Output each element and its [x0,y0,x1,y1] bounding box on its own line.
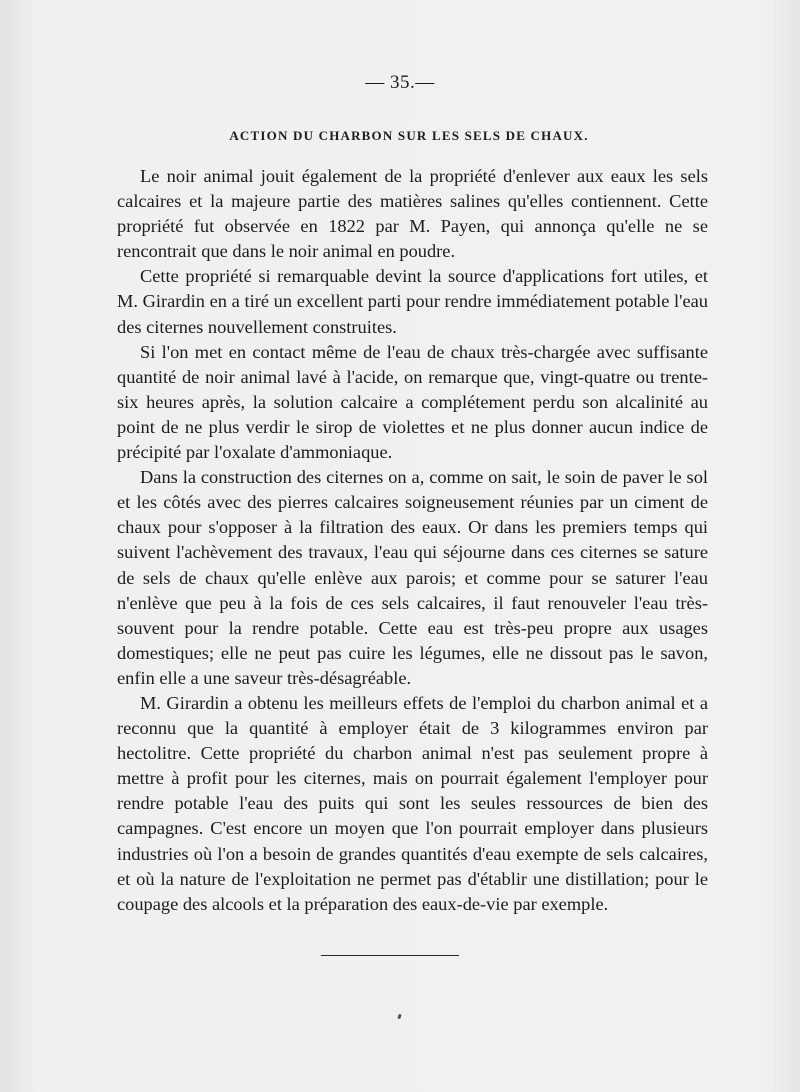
paragraph: Le noir animal jouit également de la propriété d'enlever aux eaux les sels calcaires et la majeure partie des matières salines qu'elles contiennent. Cette propriété fut observée en 1822 par M. Payen, qui annonça qu'elle ne se rencontrait que dans le noir animal en poudre. [117,166,708,262]
page-number: — 35.— [365,72,435,93]
section-heading: ACTION DU CHARBON SUR LES SELS DE CHAUX. [229,128,589,143]
ink-speck [397,1014,402,1020]
body-text [117,164,708,917]
paragraph: M. Girardin a obtenu les meilleurs effets de l'emploi du charbon animal et a reconnu que la quantité à employer était de 3 kilogrammes environ par hectolitre. Cette propriété du charbon animal n'est pas seulement propre à mettre à profit pour les citernes, mais on pourrait également l'employer pour rendre potable l'eau des puits qui sont les seules ressources de bien des campagnes. C'est encore un moyen que l'on pourrait employer dans plusieurs industries où l'on a besoin de grandes quantités d'eau exempte de sels calcaires, et où la nature de l'exploitation ne permet pas d'établir une distillation; pour le coupage des alcools et la préparation des eaux-de-vie par exemple. [117,692,708,914]
end-rule [321,955,459,956]
paragraph: Dans la construction des citernes on a, comme on sait, le soin de paver le sol et les côtés avec des pierres calcaires soigneusement réunies par un ciment de chaux pour s'opposer à la filtration des eaux. Or dans les premiers temps qui suivent l'achèvement des travaux, l'eau qui séjourne dans ces citernes se sature de sels de chaux qu'elle enlève aux parois; et comme pour se saturer l'eau n'enlève que peu à la fois de ces sels calcaires, il faut renouveler l'eau très-souvent pour la rendre potable. Cette eau est très-peu propre aux usages domestiques; elle ne peut pas cuire les légumes, elle ne dissout pas le savon, enfin elle a une saveur très-désagréable. [117,467,708,688]
paragraph: Si l'on met en contact même de l'eau de chaux très-chargée avec suffisante quantité de noir animal lavé à l'acide, on remarque que, vingt-quatre ou trente-six heures après, la solution calcaire a complétement perdu son alcalinité au point de ne plus verdir le sirop de violettes et ne plus donner aucun indice de précipité par l'oxalate d'ammoniaque. [117,341,708,463]
paragraph: Cette propriété si remarquable devint la source d'applications fort utiles, et M. Girardin en a tiré un excellent parti pour rendre immédiatement potable l'eau des citernes nouvellement construites. [117,266,708,337]
